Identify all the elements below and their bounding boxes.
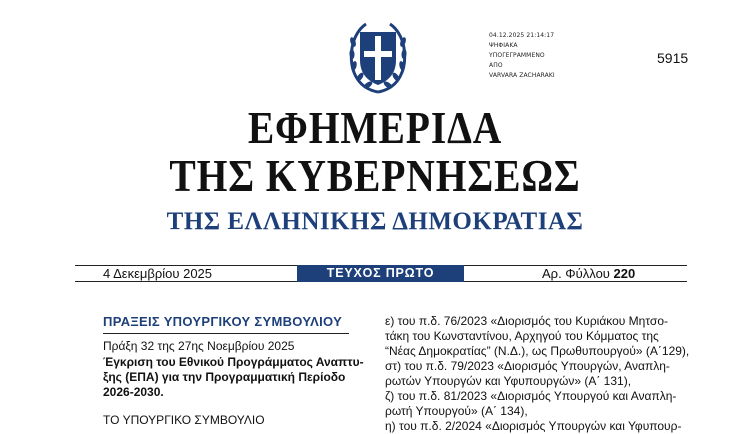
page-number: 5915 <box>657 50 689 66</box>
body-text-line: “Νέας Δημοκρατίας” (Ν.Δ.), ως Πρωθυπουργού» (Α΄129), <box>385 344 690 358</box>
signature-signer: VARVARA ZACHARAKI <box>489 72 555 79</box>
section-rule <box>103 333 349 334</box>
body-text-line: ρωτή Υπουργού» (Α΄ 134), <box>385 404 528 418</box>
sheet-label: Αρ. Φύλλου <box>542 266 610 281</box>
masthead-title: ΕΦΗΜΕΡΙΔΑ <box>247 102 503 153</box>
body-text-line: ρωτών Υπουργών και Υφυπουργών» (Α΄ 131), <box>385 374 632 388</box>
body-text-line: ζ) του π.δ. 81/2023 «Διορισμός Υπουργού και Αναπλη- <box>385 389 677 403</box>
greek-coat-of-arms-icon <box>346 18 410 96</box>
act-title-line: 2026-2030. <box>103 385 164 399</box>
act-title-line: ξης (ΕΠΑ) για την Προγραμματική Περίοδο <box>103 370 346 384</box>
signature-line: ΨΗΦΙΑΚΑ <box>489 42 518 49</box>
body-text-line: η) του π.δ. 2/2024 «Διορισμός Υπουργών και Υφυπουρ- <box>385 419 682 433</box>
sheet-number-value: 220 <box>613 266 636 281</box>
masthead-subtitle: ΤΗΣ ΕΛΛΗΝΙΚΗΣ ΔΗΜΟΚΡΑΤΙΑΣ <box>166 208 584 235</box>
issue-date: 4 Δεκεμβρίου 2025 <box>103 266 213 281</box>
body-text-line: τάκη του Κωνσταντίνου, Αρχηγού του Κόμματος της <box>385 329 659 343</box>
body-text-line: ε) του π.δ. 76/2023 «Διορισμός του Κυριάκου Μητσο- <box>385 314 669 328</box>
issue-label: ΤΕΥΧΟΣ ΠΡΩΤΟ <box>326 266 435 280</box>
section-heading: ΠΡΑΞΕΙΣ ΥΠΟΥΡΓΙΚΟΥ ΣΥΜΒΟΥΛΙΟΥ <box>103 314 343 329</box>
act-title-line: Έγκριση του Εθνικού Προγράμματος Αναπτυ- <box>103 355 364 369</box>
signature-line: ΑΠΟ <box>489 62 503 69</box>
masthead-title-line2: ΤΗΣ ΚΥΒΕΡΝΗΣΕΩΣ <box>169 150 581 201</box>
signature-line: ΥΠΟΓΕΓΡΑΜΜΕΝΟ <box>489 52 545 59</box>
signature-timestamp: 04.12.2025 21:14:17 <box>489 32 555 39</box>
act-reference: Πράξη 32 της 27ης Νοεμβρίου 2025 <box>103 339 295 353</box>
council-heading: ΤΟ ΥΠΟΥΡΓΙΚΟ ΣΥΜΒΟΥΛΙΟ <box>103 413 265 427</box>
body-text-line: στ) του π.δ. 79/2023 «Διορισμός Υπουργών, Αναπλη- <box>385 359 670 373</box>
sheet-number <box>542 266 635 281</box>
